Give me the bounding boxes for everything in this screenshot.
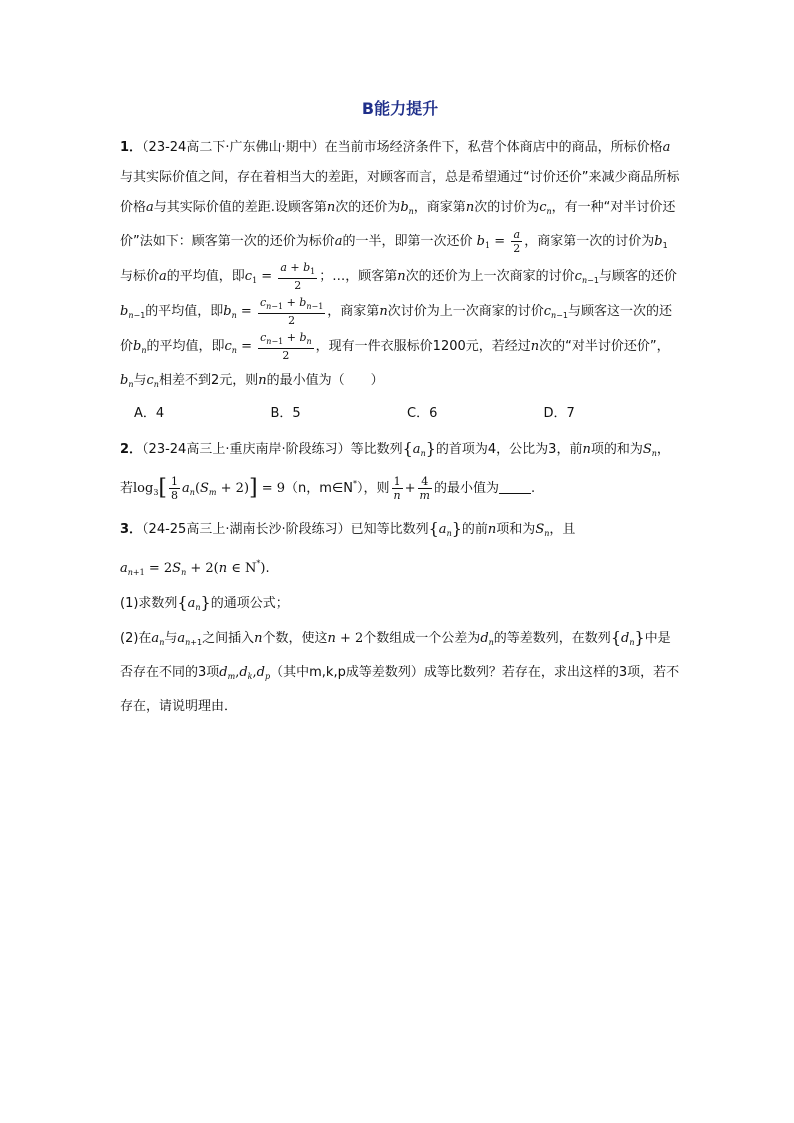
formula-fraction: $\frac{c_{n-1} + b_n}{2}$ xyxy=(260,331,312,362)
option-b[interactable]: B．5 xyxy=(270,406,301,421)
answer-options xyxy=(120,400,680,428)
question-3-part-1: (1)求数列$\{a_n\}$的通项公式； xyxy=(120,593,289,612)
formula-fraction: $\frac{c_{n-1} + b_{n-1}}{2}$ xyxy=(259,296,324,327)
formula-fraction: $\frac{4}{m}$ xyxy=(419,475,430,502)
formula-fraction: $\frac{a + b_1}{2}$ xyxy=(280,261,316,292)
question-number: 2． xyxy=(120,442,143,457)
formula-fraction: $\frac{1}{8}$ xyxy=(171,475,179,502)
question-2: 2．（23-24高三上·重庆南岸·阶段练习）等比数列$\{a_n\}$的首项为4，公比为3，前n项的和为$S_n$，若$\log_3$[ $\frac{1}{8}$ $a_n(S_m + 2)] = 9(n$，m∈N*），则 $\frac{1}{n}$ + $\frac{4}{m}$ 的最小值为 . xyxy=(120,439,670,502)
answer-blank[interactable] xyxy=(499,479,531,494)
question-1: 1．（23-24高二下·广东佛山·期中）在当前市场经济条件下，私营个体商店中的商品，所标价格a与其实际价值之间，存在着相当大的差距，对顾客而言，总是希望通过“讨价还价”来减少商品所标价格a与其实际价值的差距.设顾客第n次的还价为$b_n$，商家第n次的讨价为$c_n$，有一种“对半讨价还价”法如下：顾客第一次的还价为标价a的一半，即第一次还价 $b_1$ = $\frac{a}{2}$ ，商家第一次的讨价为$b_1$与标价a的平均值，即$c_1$ = $\frac{a + b_1}{2}$ ；…，顾客第n次的还价为上一次商家的讨价$c_{n-1}$与顾客的还价$b_{n-1}$的平均值，即$b_n$ = $\frac{c_{n-1} + b_{n-1}}{2}$ ，商家第n次讨价为上一次商家的讨价$c_{n-1}$与顾客这一次的还价$b_n$的平均值，即$c_n$ = $\frac{c_{n-1} + b_n}{2}$ ，现有一件衣服标价1200元，若经过n次的“对半讨价还价”，$b_n$与$c_n$相差不到2元，则n的最小值为（ ） xyxy=(120,140,680,389)
section-title: B能力提升 xyxy=(361,99,439,118)
formula-fraction: $\frac{1}{n}$ xyxy=(393,475,401,502)
question-number: 1． xyxy=(120,140,143,155)
question-source: （23-24高三上·重庆南岸·阶段练习） xyxy=(142,442,351,457)
option-a[interactable]: A．4 xyxy=(134,406,165,421)
question-3: 3．（24-25高三上·湖南长沙·阶段练习）已知等比数列$\{a_n\}$的前n项和为$S_n$，且 $a_{n+1} = 2S_n + 2(n$ ∈ N*). xyxy=(120,519,576,577)
question-3-part-2: (2)在$a_n$与$a_{n+1}$之间插入n个数，使这n + 2个数组成一个公差为$d_n$的等差数列，在数列$\{d_n\}$中是否存在不同的3项$d_m,d_k,d_p$（其中m,k,p成等差数列）成等比数列？若存在，求出这样的3项，若不存在，请说明理由． xyxy=(120,628,680,714)
question-number: 3． xyxy=(120,522,143,537)
formula-fraction: $\frac{a}{2}$ xyxy=(513,228,521,255)
option-d[interactable]: D．7 xyxy=(543,406,575,421)
worksheet-page xyxy=(120,96,680,722)
option-c[interactable]: C．6 xyxy=(407,406,438,421)
question-source: （24-25高三上·湖南长沙·阶段练习） xyxy=(142,522,351,537)
question-source: （23-24高二下·广东佛山·期中） xyxy=(142,140,325,155)
